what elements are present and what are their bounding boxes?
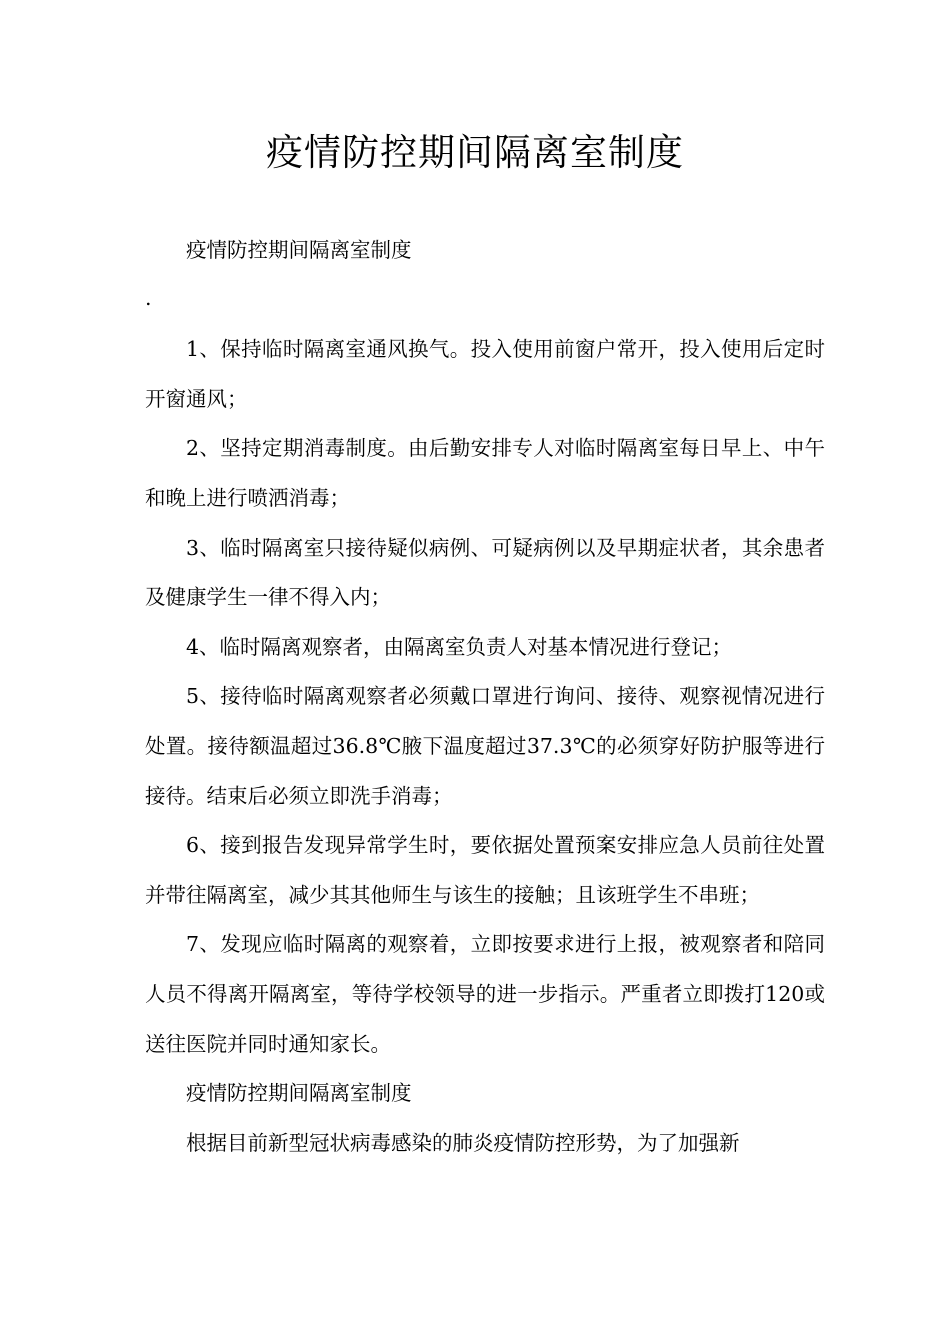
- rule-item-5: 5、接待临时隔离观察者必须戴口罩进行询问、接待、观察视情况进行处置。接待额温超过36.8℃腋下温度超过37.3℃的必须穿好防护服等进行接待。结束后必须立即洗手消毒；: [145, 684, 825, 808]
- separator-dot: .: [145, 285, 152, 310]
- rule-item-2: 2、坚持定期消毒制度。由后勤安排专人对临时隔离室每日早上、中午和晚上进行喷洒消毒；: [145, 436, 825, 510]
- section-heading-2: 疫情防控期间隔离室制度: [186, 1081, 412, 1106]
- rule-item-7: 7、发现应临时隔离的观察着，立即按要求进行上报，被观察者和陪同人员不得离开隔离室，等待学校领导的进一步指示。严重者立即拨打120或送往医院并同时通知家长。: [145, 932, 825, 1056]
- document-body: [145, 226, 825, 1168]
- document-title: 疫情防控期间隔离室制度: [266, 131, 684, 174]
- rule-item-4: 4、临时隔离观察者，由隔离室负责人对基本情况进行登记；: [186, 634, 733, 659]
- intro-paragraph: 根据目前新型冠状病毒感染的肺炎疫情防控形势，为了加强新: [186, 1130, 740, 1155]
- rule-item-6: 6、接到报告发现异常学生时，要依据处置预案安排应急人员前往处置并带往隔离室，减少其其他师生与该生的接触；且该班学生不串班；: [145, 833, 825, 907]
- rule-item-1: 1、保持临时隔离室通风换气。投入使用前窗户常开，投入使用后定时开窗通风；: [145, 337, 825, 411]
- rule-item-3: 3、临时隔离室只接待疑似病例、可疑病例以及早期症状者，其余患者及健康学生一律不得入内；: [145, 535, 825, 610]
- section-heading: 疫情防控期间隔离室制度: [186, 238, 412, 262]
